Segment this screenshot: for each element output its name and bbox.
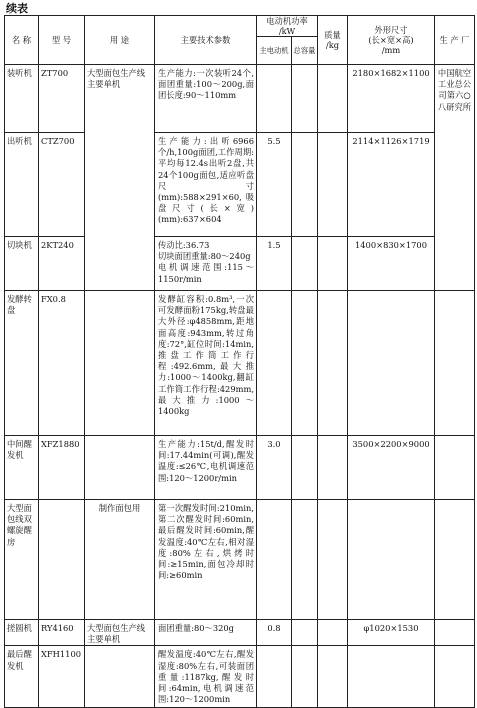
row-maker: [435, 620, 475, 646]
row-dims: 2180×1682×1100: [348, 65, 435, 133]
row-name: 装听机: [5, 65, 39, 133]
row-params: 第一次醒发时间:210min,第二次醒发时间:60min,最后醒发时间:60min,醒发温度:40℃左右,相对湿度:80%左右,烘烤时间:≥15min,面包冷却时间:≥60min: [155, 500, 257, 620]
row-maker: 中国航空工业总公司第六○八研究所: [435, 65, 475, 291]
row-use: [85, 646, 155, 708]
header-params: 主要技术参数: [155, 16, 257, 65]
row-maker: [435, 646, 475, 708]
row-maker: [435, 436, 475, 500]
header-name: 名 称: [5, 16, 39, 65]
row-mass: [318, 500, 348, 620]
row-power-main: 0.8: [257, 620, 292, 646]
row-power-total: [292, 291, 318, 436]
row-use: 大型面包生产线主要单机: [85, 65, 155, 291]
table-row: [5, 65, 475, 133]
row-power-total: [292, 237, 318, 291]
row-dims: 3500×2200×9000: [348, 436, 435, 500]
row-name: 搓圆机: [5, 620, 39, 646]
row-mass: [318, 291, 348, 436]
header-maker: 生 产 厂: [435, 16, 475, 65]
row-power-total: [292, 133, 318, 237]
equipment-table: [4, 15, 475, 708]
row-use: 制作面包用: [85, 500, 155, 620]
row-dims: 2114×1126×1719: [348, 133, 435, 237]
row-model: [39, 500, 85, 620]
header-power-total: 总容量: [292, 37, 318, 65]
row-mass: [318, 133, 348, 237]
row-power-main: [257, 500, 292, 620]
row-power-total: [292, 646, 318, 708]
row-params: 生产能力:15t/d,醒发时间:17.44min(可调),醒发温度:≤26℃,电机调速范围:120～1200r/min: [155, 436, 257, 500]
header-model: 型 号: [39, 16, 85, 65]
row-params: 生产能力:出听6966个/h,100g面团,工作周期:平均每12.4s出听2盘,共24个100g面包,适应听盘尺寸(mm):588×291×60,吸盘尺寸(长×宽)(mm):637×604: [155, 133, 257, 237]
row-name: 大型面包线双螺旋醒房: [5, 500, 39, 620]
row-mass: [318, 646, 348, 708]
row-use: [85, 291, 155, 436]
header-use: 用 途: [85, 16, 155, 65]
table-row: [5, 500, 475, 620]
row-mass: [318, 65, 348, 133]
row-power-main: [257, 65, 292, 133]
row-name: 发酵转盘: [5, 291, 39, 436]
row-power-total: [292, 620, 318, 646]
row-model: FX0.8: [39, 291, 85, 436]
row-params: 面团重量:80～320g: [155, 620, 257, 646]
header-power-main: 主电动机: [257, 37, 292, 65]
row-name: 中间醒发机: [5, 436, 39, 500]
row-params: 传动比:36.73 切块面团重量:80～240g 电机调速范围:115～1150r/min: [155, 237, 257, 291]
row-power-main: 3.0: [257, 436, 292, 500]
row-model: ZT700: [39, 65, 85, 133]
row-power-total: [292, 500, 318, 620]
row-maker: [435, 291, 475, 436]
row-power-main: [257, 646, 292, 708]
table-row: [5, 620, 475, 646]
row-params: 发酵缸容积:0.8m³,一次可发酵面粉175kg,转盘最大外径:φ4858mm,距地面高度:943mm,转过角度:72°,缸位时间:14min,推盘工作筒工作行程:492.6mm,最大推力:1000～1400kg,翻缸工作筒工作行程:429mm,最大推力:1000～1400kg: [155, 291, 257, 436]
row-dims: φ1020×1530: [348, 620, 435, 646]
row-dims: [348, 646, 435, 708]
row-model: XFZ1880: [39, 436, 85, 500]
table-row: [5, 133, 475, 237]
row-dims: [348, 291, 435, 436]
row-model: 2KT240: [39, 237, 85, 291]
row-power-main: [257, 291, 292, 436]
header-mass: 质量 /kg: [318, 16, 348, 65]
row-model: RY4160: [39, 620, 85, 646]
table-row: [5, 646, 475, 708]
row-model: CTZ700: [39, 133, 85, 237]
row-model: XFH1100: [39, 646, 85, 708]
row-maker: [435, 500, 475, 620]
row-power-main: 5.5: [257, 133, 292, 237]
table-row: [5, 237, 475, 291]
row-mass: [318, 237, 348, 291]
row-power-total: [292, 65, 318, 133]
row-params: 生产能力:一次装听24个,面团重量:100～200g,面团长度:90～110mm: [155, 65, 257, 133]
row-mass: [318, 620, 348, 646]
row-power-main: 1.5: [257, 237, 292, 291]
header-dims: 外形尺寸 (长×宽×高) /mm: [348, 16, 435, 65]
table-row: [5, 291, 475, 436]
table-row: [5, 436, 475, 500]
continued-label: 续表: [6, 2, 28, 15]
row-name: 切块机: [5, 237, 39, 291]
row-power-total: [292, 436, 318, 500]
row-dims: 1400×830×1700: [348, 237, 435, 291]
row-use: 大型面包生产线主要单机: [85, 620, 155, 646]
header-power-group: 电动机功率 /kW: [257, 16, 318, 37]
row-name: 最后醒发机: [5, 646, 39, 708]
row-dims: [348, 500, 435, 620]
row-params: 醒发温度:40℃左右,醒发湿度:80%左右,可装面团重量:1187kg,醒发时间:64min,电机调速范围:120～1200min: [155, 646, 257, 708]
row-use: [85, 436, 155, 500]
row-name: 出听机: [5, 133, 39, 237]
row-mass: [318, 436, 348, 500]
